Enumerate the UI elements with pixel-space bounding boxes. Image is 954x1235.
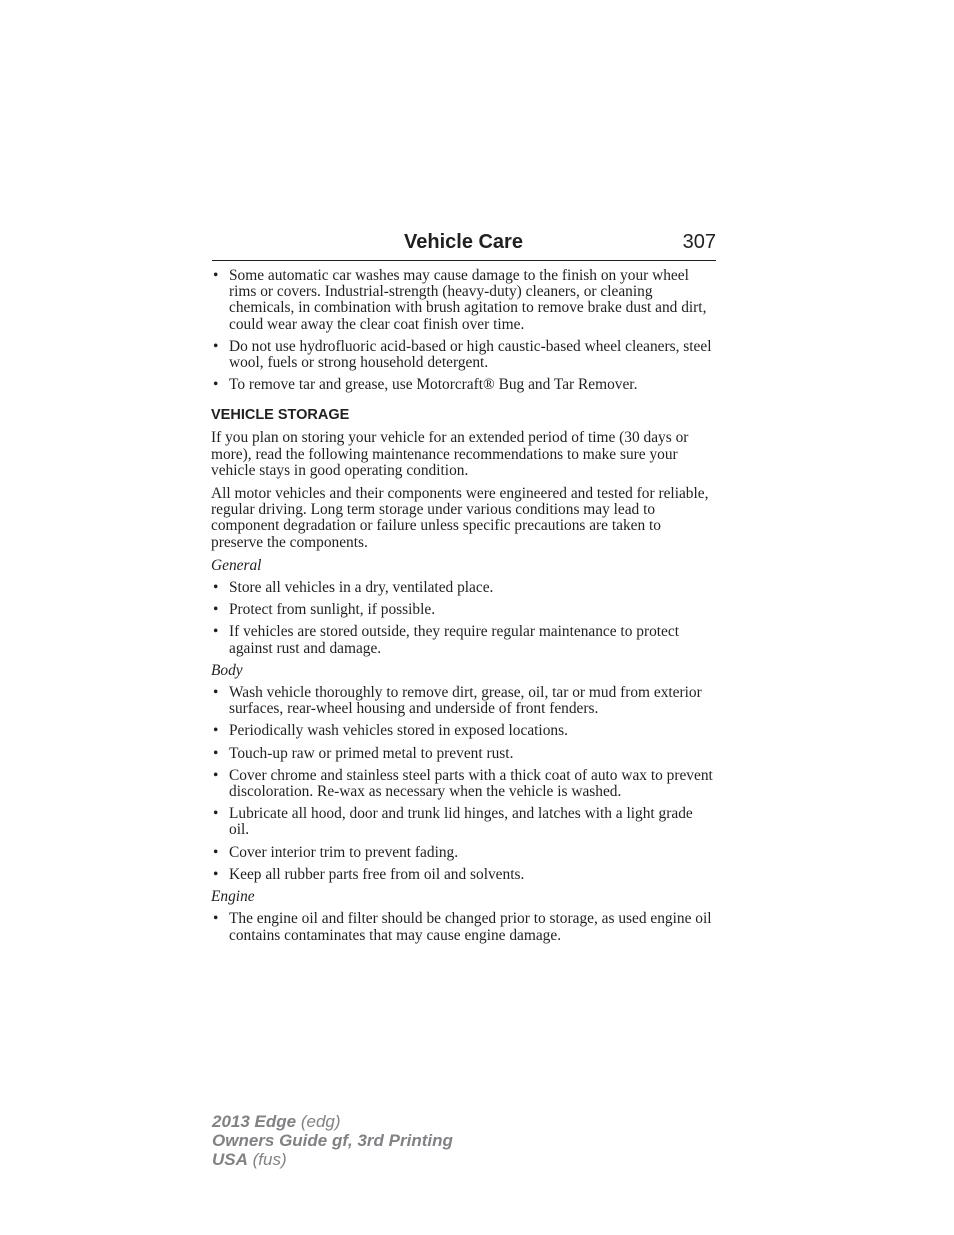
body-category-label: Body [211,661,243,679]
engine-list [211,911,716,943]
document-footer [212,1112,453,1169]
page-number: 307 [682,231,716,253]
wheel-care-list [211,268,716,393]
footer-guide: Owners Guide gf, 3rd Printing [212,1131,453,1150]
footer-model: 2013 Edge [212,1112,297,1131]
list-item: • Periodically wash vehicles stored in exposed locations. [211,723,716,739]
list-item: • To remove tar and grease, use Motorcraft® Bug and Tar Remover. [211,377,716,393]
list-item: • Keep all rubber parts free from oil and solvents. [211,867,716,883]
list-item: • Do not use hydrofluoric acid-based or high caustic-based wheel cleaners, steel wool, fuels or strong household detergent. [211,339,716,371]
list-item: • Cover chrome and stainless steel parts with a thick coat of auto wax to prevent discoloration. Re-wax as necessary when the vehicle is washed. [211,768,716,800]
list-item: • If vehicles are stored outside, they require regular maintenance to protect against rust and damage. [211,624,716,656]
general-category-label: General [211,556,262,574]
list-item: • Cover interior trim to prevent fading. [211,845,716,861]
list-item: • The engine oil and filter should be changed prior to storage, as used engine oil contains contaminates that may cause engine damage. [211,911,716,943]
footer-guide-line [212,1131,453,1150]
footer-market-line [212,1150,453,1169]
engine-category-label: Engine [211,888,255,906]
list-item: • Some automatic car washes may cause damage to the finish on your wheel rims or covers. Industrial-strength (heavy-duty) cleaners, or cleaning chemicals, in combination with brush agitation to remove brake dust and dirt, could wear away the clear coat finish over time. [211,268,716,333]
section-title: Vehicle Care [404,231,523,253]
list-item: • Touch-up raw or primed metal to prevent rust. [211,746,716,762]
footer-market: USA [212,1150,248,1169]
page-content [211,268,716,950]
vehicle-storage-heading: VEHICLE STORAGE [211,407,350,424]
storage-detail-paragraph: All motor vehicles and their components were engineered and tested for reliable, regular driving. Long term storage under various conditions may lead to component degradation or failure unless specific precautions are taken to preserve the components. [211,485,709,551]
footer-model-line [212,1112,453,1131]
footer-model-code: (edg) [296,1112,341,1131]
list-item: • Lubricate all hood, door and trunk lid hinges, and latches with a light grade oil. [211,806,716,838]
footer-market-code: (fus) [247,1150,287,1169]
list-item: • Protect from sunlight, if possible. [211,602,716,618]
storage-intro-paragraph: If you plan on storing your vehicle for an extended period of time (30 days or more), read the following maintenance recommendations to make sure your vehicle stays in good operating condition. [211,429,689,479]
page-header [212,228,716,261]
list-item: • Store all vehicles in a dry, ventilated place. [211,580,716,596]
list-item: • Wash vehicle thoroughly to remove dirt, grease, oil, tar or mud from exterior surfaces, rear-wheel housing and underside of front fenders. [211,685,716,717]
general-list [211,580,716,657]
body-list [211,685,716,883]
